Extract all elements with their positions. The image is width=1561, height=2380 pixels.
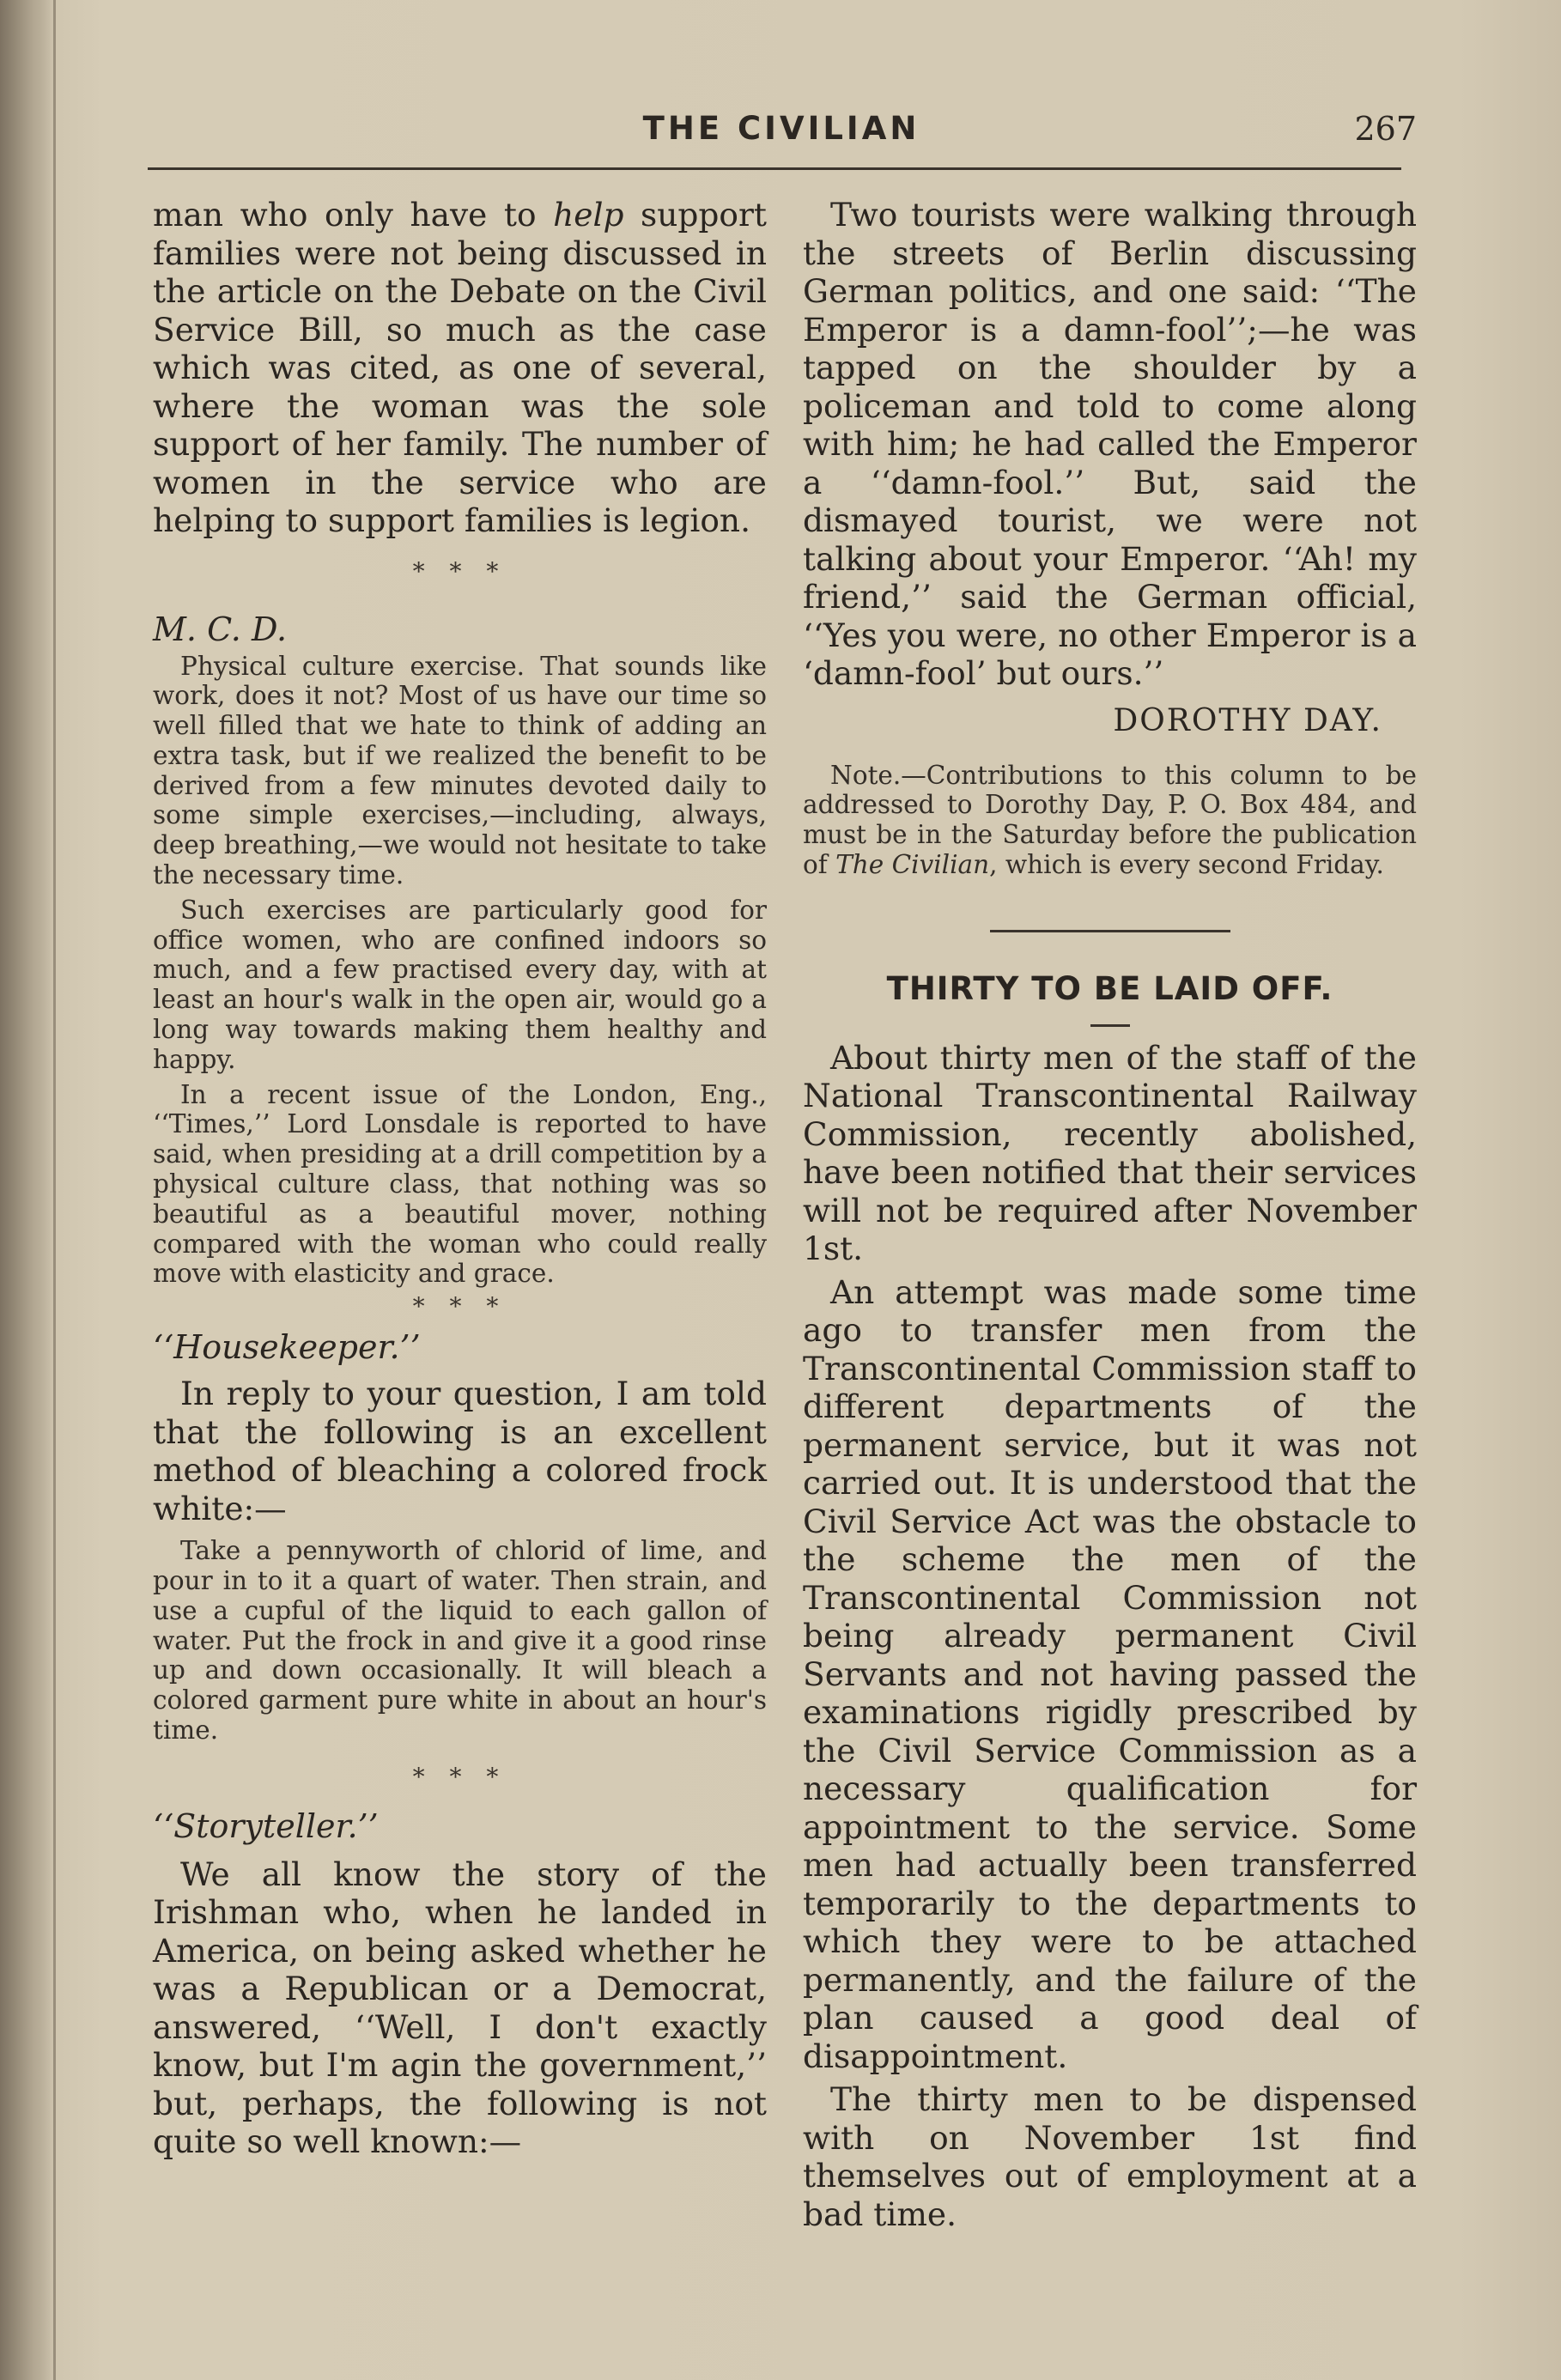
- contributions-note: Note.—Contributions to this column to be addressed to Dorothy Day, P. O. Box 484, and must be in the Saturday before the publication of The Civilian, which is every second Friday.: [803, 760, 1417, 879]
- left-column: [153, 196, 767, 2161]
- section-heading-housekeeper: ‘‘Housekeeper.’’: [153, 1328, 421, 1367]
- section-heading-storyteller: ‘‘Storyteller.’’: [153, 1806, 379, 1845]
- article-title: THIRTY TO BE LAID OFF.: [886, 969, 1333, 1007]
- page-spine-shadow: [0, 0, 55, 2380]
- page-number: 267: [1354, 110, 1417, 148]
- housekeeper-paragraph-2: Take a pennyworth of chlorid of lime, and pour in to it a quart of water. Then strain, and use a cupful of the liquid to each gallon of water. Put the frock in and give it a good rinse up and down occasionally. It will bleach a colored garment pure white in about an hour's time.: [153, 1536, 767, 1746]
- section-divider-stars: * * *: [412, 1762, 507, 1791]
- tourists-paragraph: Two tourists were walking through the streets of Berlin discussing German politics, and one said: ‘‘The Emperor is a damn-fool’’;—he was tapped on the shoulder by a policeman and told to come along with him; he had called the Emperor a ‘‘damn-fool.’’ But, said the dismayed tourist, we were not talking about your Emperor. ‘‘Ah! my friend,’’ said the German official, ‘‘Yes you were, no other Emperor is a ‘damn-fool’ but ours.’’: [803, 196, 1417, 692]
- mcd-paragraph-3: In a recent issue of the London, Eng., ‘‘Times,’’ Lord Lonsdale is reported to have said, when presiding at a drill competition by a physical culture class, that nothing was so beautiful as a beautiful mover, nothing compared with the woman who could really move with elasticity and grace.: [153, 1079, 767, 1289]
- section-heading-mcd: M. C. D.: [153, 610, 288, 648]
- section-divider-stars: * * *: [412, 1292, 507, 1321]
- article-paragraph-2: An attempt was made some time ago to transfer men from the Transcontinental Commission staff to different departments of the permanent service, but it was not carried out. It is understood that the Civil Service Act was the obstacle to the scheme the men of the Transcontinental Commission not being already permanent Civil Servants and not having passed the examinations rigidly prescribed by the Civil Service Commission as a necessary qualification for appointment to the service. Some men had actually been transferred temporarily to the departments to which they were to be attached permanently, and the failure of the plan caused a good deal of disappointment.: [803, 1272, 1417, 2075]
- emphasis-publication: The Civilian: [835, 849, 990, 879]
- header-rule: [148, 167, 1401, 170]
- storyteller-paragraph: We all know the story of the Irishman who, when he landed in America, on being asked whether he was a Republican or a Democrat, answered, ‘‘Well, I don't exactly know, but I'm agin the government,’’ but, perhaps, the following is not quite so well known:—: [153, 1855, 767, 2161]
- mcd-paragraph-1: Physical culture exercise. That sounds like work, does it not? Most of us have our time so well filled that we hate to think of adding an extra task, but if we realized the benefit to be derived from a few minutes devoted daily to some simple exercises,—including, always, deep breathing,—we would not hesitate to take the necessary time.: [153, 651, 767, 890]
- binding-edge: [53, 0, 56, 2380]
- housekeeper-paragraph-1: In reply to your question, I am told that the following is an excellent method of bleaching a colored frock white:—: [153, 1375, 767, 1527]
- article-paragraph-3: The thirty men to be dispensed with on November 1st find themselves out of employment at a bad time.: [803, 2080, 1417, 2233]
- article-separator-rule: [990, 930, 1230, 932]
- right-column: [803, 196, 1417, 2233]
- mcd-paragraph-2: Such exercises are particularly good for office women, who are confined indoors so much, and a few practised every day, with at least an hour's walk in the open air, would go a long way towards making them healthy and happy.: [153, 895, 767, 1074]
- intro-paragraph: man who only have to help support families were not being discussed in the article on the Debate on the Civil Service Bill, so much as the case which was cited, as one of several, where the woman was the sole support of her family. The number of women in the service who are helping to support families is legion.: [153, 196, 768, 539]
- title-dash: [1090, 1024, 1130, 1027]
- author-signature: DOROTHY DAY.: [1113, 702, 1382, 738]
- article-paragraph-1: About thirty men of the staff of the National Transcontinental Railway Commission, recently abolished, have been notified that their services will not be required after November 1st.: [803, 1038, 1417, 1268]
- running-header: [146, 110, 1417, 161]
- publication-title: THE CIVILIAN: [642, 110, 920, 147]
- section-divider-stars: * * *: [412, 556, 507, 586]
- emphasis-help: help: [553, 196, 624, 234]
